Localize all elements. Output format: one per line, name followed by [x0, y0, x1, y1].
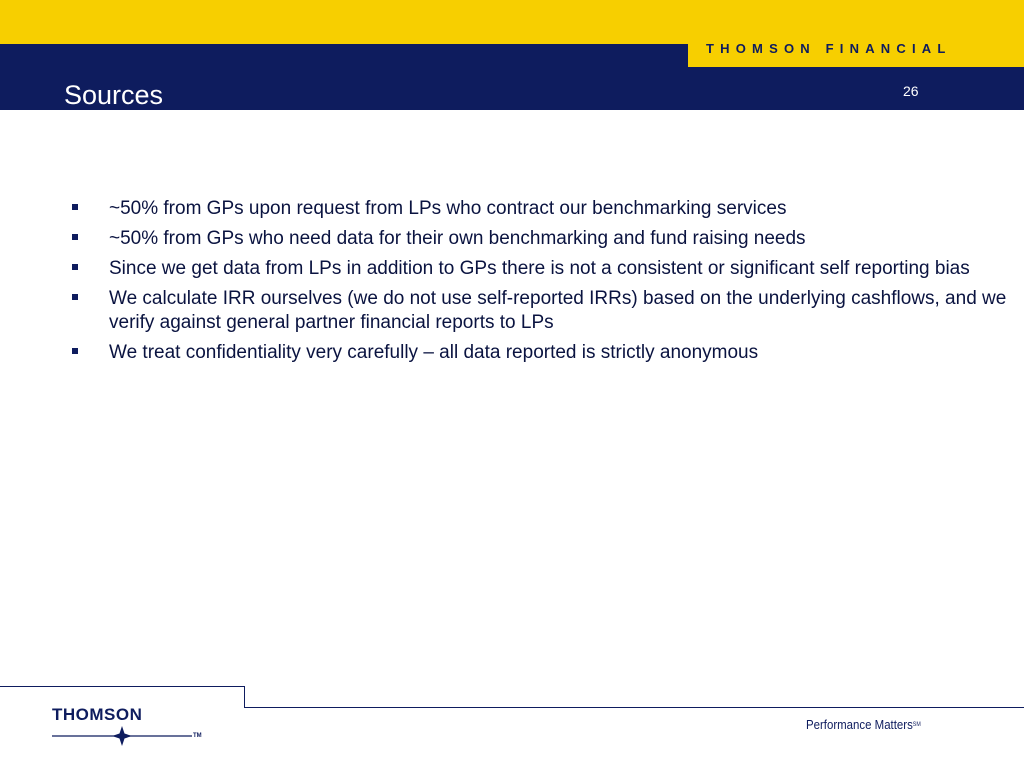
square-bullet-icon	[72, 234, 78, 240]
bullet-text: We treat confidentiality very carefully – all data reported is strictly anonymous	[109, 342, 759, 363]
tagline-text: Performance Matters	[806, 717, 913, 732]
page-number: 26	[903, 83, 919, 99]
footer-divider-right	[244, 707, 1024, 708]
header-yellow-band	[0, 0, 1024, 44]
bullet-item	[70, 257, 1010, 281]
bullet-item	[70, 227, 1010, 251]
square-bullet-icon	[72, 204, 78, 210]
page-title: Sources	[64, 80, 164, 110]
tagline	[806, 717, 921, 733]
bullet-text: We calculate IRR ourselves (we do not use self-reported IRRs) based on the underlying cashflows, and we verify against general partner financial reports to LPs	[109, 288, 1007, 333]
bullet-item	[70, 197, 1010, 221]
bullet-list	[70, 197, 1010, 371]
square-bullet-icon	[72, 348, 78, 354]
bullet-item	[70, 287, 1010, 335]
brand-name: THOMSON FINANCIAL	[706, 41, 952, 56]
footer-divider-step	[244, 686, 245, 708]
bullet-text: ~50% from GPs upon request from LPs who contract our benchmarking services	[109, 198, 787, 219]
service-mark: SM	[912, 722, 921, 728]
star-logo-icon	[52, 726, 202, 746]
bullet-text: Since we get data from LPs in addition to GPs there is not a consistent or significant self reporting bias	[109, 258, 970, 279]
bullet-item	[70, 341, 1010, 365]
trademark-mark: TM	[193, 733, 202, 739]
square-bullet-icon	[72, 294, 78, 300]
footer-divider-left	[0, 686, 245, 687]
thomson-logo: THOMSON	[52, 705, 143, 724]
square-bullet-icon	[72, 264, 78, 270]
bullet-text: ~50% from GPs who need data for their own benchmarking and fund raising needs	[109, 228, 806, 249]
